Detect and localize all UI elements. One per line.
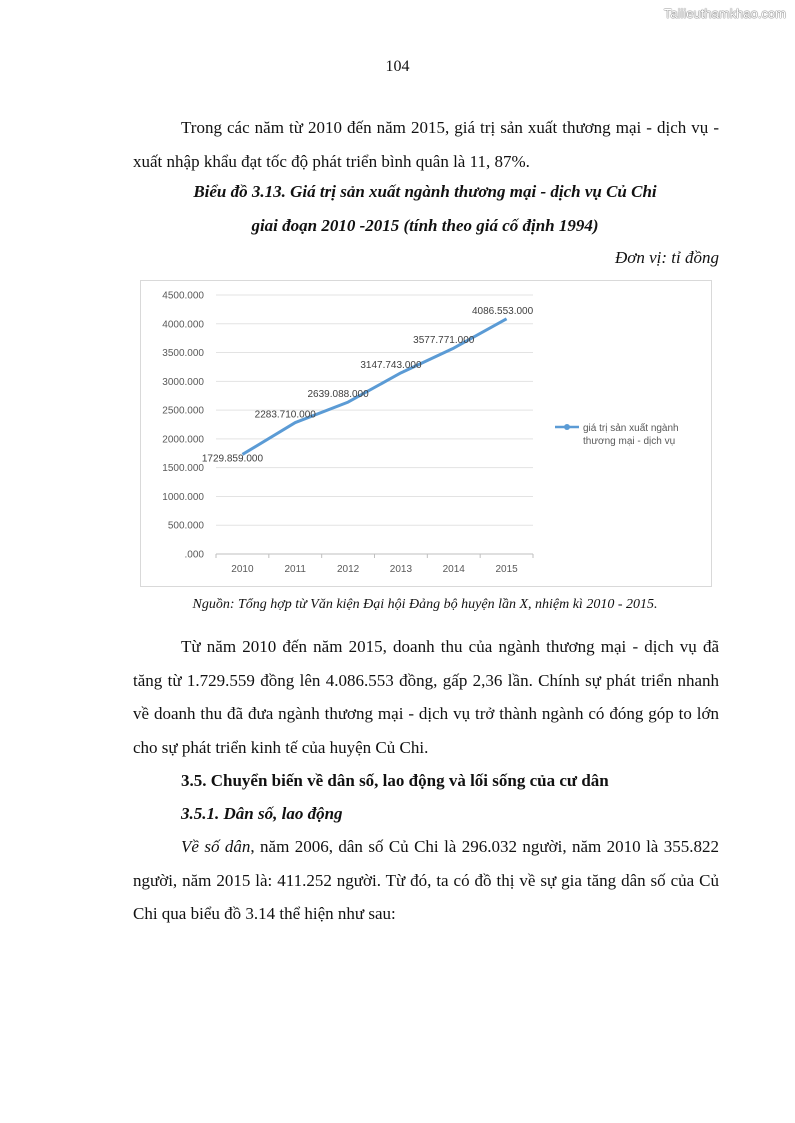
population-lead: Về số dân xyxy=(181,837,251,856)
subsection-heading: 3.5.1. Dân số, lao động xyxy=(181,804,343,823)
data-label: 2639.088.000 xyxy=(307,389,369,401)
data-label: 3577.771.000 xyxy=(413,335,475,347)
y-tick-label: 2000.000 xyxy=(162,434,204,446)
revenue-paragraph: Từ năm 2010 đến năm 2015, doanh thu của ngành thương mại - dịch vụ đã tăng từ 1.729.559 đồng lên 4.086.553 đồng, gấp 2,36 lần. Chính sự phát triển nhanh về doanh thu đã đưa ngành thương mại - dịch vụ trở thành ngành có đóng góp to lớn cho sự phát triển kinh tế của huyện Củ Chi. xyxy=(133,637,719,757)
x-tick-label: 2012 xyxy=(336,564,360,575)
chart-legend xyxy=(555,422,679,447)
watermark: Tailieuthamkhao.com xyxy=(663,6,786,21)
chart-caption-line1: Biểu đồ 3.13. Giá trị sản xuất ngành thương mại - dịch vụ Củ Chi xyxy=(193,182,657,201)
x-tick-label: 2011 xyxy=(284,564,307,575)
legend-label-line1: giá trị sản xuất ngành xyxy=(583,423,679,434)
y-tick-label: 1000.000 xyxy=(162,491,204,503)
page-number: 104 xyxy=(385,58,410,75)
x-tick-label: 2014 xyxy=(442,564,465,575)
legend-label-line2: thương mại - dịch vụ xyxy=(583,436,676,447)
line-chart xyxy=(140,280,712,587)
data-label: 2283.710.000 xyxy=(254,409,316,421)
x-axis-ticks xyxy=(216,554,533,575)
data-label: 3147.743.000 xyxy=(360,359,422,371)
data-label: 4086.553.000 xyxy=(471,305,534,317)
y-tick-label: 2500.000 xyxy=(162,405,204,417)
y-tick-label: 3000.000 xyxy=(162,376,204,388)
population-paragraph xyxy=(133,830,719,931)
y-tick-label: 3500.000 xyxy=(162,348,204,360)
chart-canvas xyxy=(141,281,711,586)
data-labels xyxy=(202,306,534,465)
y-tick-label: 1500.000 xyxy=(162,463,204,475)
intro-paragraph: Trong các năm từ 2010 đến năm 2015, giá trị sản xuất thương mại - dịch vụ - xuất nhập khẩu đạt tốc độ phát triển bình quân là 11, 87%. xyxy=(133,118,719,171)
y-tick-label: 4500.000 xyxy=(162,290,204,302)
y-axis-ticks xyxy=(162,291,204,561)
y-tick-label: .000 xyxy=(184,549,204,561)
y-tick-label: 500.000 xyxy=(167,520,204,532)
chart-gridlines xyxy=(216,295,533,554)
x-tick-label: 2015 xyxy=(495,564,518,575)
x-tick-label: 2010 xyxy=(231,564,254,575)
y-tick-label: 4000.000 xyxy=(162,319,204,331)
section-heading: 3.5. Chuyển biến về dân số, lao động và lối sống của cư dân xyxy=(181,771,609,790)
x-tick-label: 2013 xyxy=(389,564,413,575)
data-label: 1729.859.000 xyxy=(201,453,264,465)
population-text: , năm 2006, dân số Củ Chi là 296.032 người, năm 2010 là 355.822 người, năm 2015 là: 411.252 người. Từ đó, ta có đồ thị về sự gia tăng dân số của Củ Chi qua biểu đồ 3.14 thể hiện như sau: xyxy=(133,837,719,923)
legend-dot-marker xyxy=(564,424,570,430)
chart-caption-line2: giai đoạn 2010 -2015 (tính theo giá cố định 1994) xyxy=(251,216,599,235)
chart-unit: Đơn vị: tỉ đồng xyxy=(615,248,719,267)
chart-source: Nguồn: Tổng hợp từ Văn kiện Đại hội Đảng bộ huyện lần X, nhiệm kì 2010 - 2015. xyxy=(192,597,658,612)
